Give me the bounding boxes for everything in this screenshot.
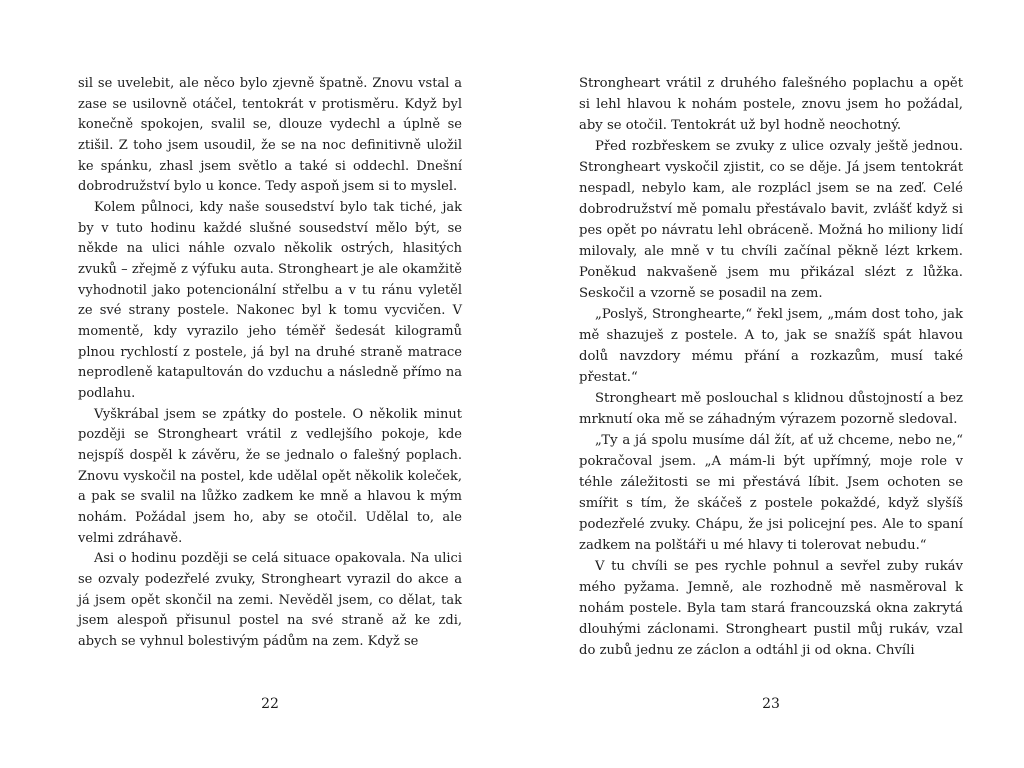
paragraph: Vyškrábal jsem se zpátky do postele. O několik minut později se Strongheart vrátil z vedlejšího pokoje, kde nejspíš dospěl k závěru, že se jednalo o falešný poplach. Znovu vyskočil na postel, kde udělal opět několik koleček, a pak se svalil na lůžko zadkem ke mně a hlavou k mým nohám. Požádal jsem ho, aby se otočil. Udělal to, ale velmi zdráhavě.: [78, 406, 462, 546]
left-page-body: [78, 74, 462, 653]
left-page: [78, 74, 462, 734]
page-number-left: 22: [261, 696, 279, 712]
page-number-right: 23: [762, 696, 780, 712]
paragraph: Kolem půlnoci, kdy naše sousedství bylo tak tiché, jak by v tuto hodinu každé slušné sousedství mělo být, se někde na ulici náhle ozvalo několik ostrých, hlasitých zvuků – zřejmě z výfuku auta. Strongheart je ale okamžitě vyhodnotil jako potencionální střelbu a v tu ránu vyletěl ze své strany postele. Nakonec byl k tomu vycvičen. V momentě, kdy vyrazilo jeho téměř šedesát kilogramů plnou rychlostí z postele, já byl na druhé straně matrace neprodleně katapultován do vzduchu a následně přímo na podlahu.: [78, 200, 462, 402]
paragraph: Před rozbřeskem se zvuky z ulice ozvaly ještě jednou. Strongheart vyskočil zjistit, co se děje. Já jsem tentokrát nespadl, nebylo kam, ale rozplácl jsem se na zeď. Celé dobrodružství mě pomalu přestávalo bavit, zvlášť když si pes opět po návratu lehl obráceně. Možná ho miliony lidí milovaly, ale mně v tu chvíli začínal pěkně lézt krkem. Poněkud nakvašeně jsem mu přikázal slézt z lůžka. Seskočil a vzorně se posadil na zem.: [579, 138, 963, 301]
paragraph: Strongheart vrátil z druhého falešného poplachu a opět si lehl hlavou k nohám postele, znovu jsem ho požádal, aby se otočil. Tentokrát už byl hodně neochotný.: [579, 76, 963, 133]
paragraph: V tu chvíli se pes rychle pohnul a sevřel zuby rukáv mého pyžama. Jemně, ale rozhodně mě nasměroval k nohám postele. Byla tam stará francouzská okna zakrytá dlouhými záclonami. Strongheart pustil můj rukáv, vzal do zubů jednu ze záclon a odtáhl ji od okna. Chvíli: [579, 558, 963, 658]
right-page-body: [579, 74, 963, 662]
right-page: [579, 74, 963, 734]
paragraph: sil se uvelebit, ale něco bylo zjevně špatně. Znovu vstal a zase se usilovně otáčel, tentokrát v protisměru. Když byl konečně spokojen, svalil se, dlouze vydechl a úplně se ztišil. Z toho jsem usoudil, že se na noc definitivně uložil ke spánku, zhasl jsem světlo a také si oddechl. Dnešní dobrodružství bylo u konce. Tedy aspoň jsem si to myslel.: [78, 76, 462, 195]
paragraph: „Poslyš, Stronghearte,“ řekl jsem, „mám dost toho, jak mě shazuješ z postele. A to, jak se snažíš spát hlavou dolů navzdory mému přání a rozkazům, musí také přestat.“: [579, 306, 963, 385]
paragraph: Asi o hodinu později se celá situace opakovala. Na ulici se ozvaly podezřelé zvuky, Strongheart vyrazil do akce a já jsem opět skončil na zemi. Nevěděl jsem, co dělat, tak jsem alespoň přisunul postel na své straně až ke zdi, abych se vyhnul bolestivým pádům na zem. Když se: [78, 551, 462, 650]
paragraph: „Ty a já spolu musíme dál žít, ať už chceme, nebo ne,“ pokračoval jsem. „A mám-li být upřímný, moje role v téhle záležitosti se mi přestává líbit. Jsem ochoten se smířit s tím, že skáčeš z postele pokaždé, když slyšíš podezřelé zvuky. Chápu, že jsi policejní pes. Ale to spaní zadkem na polštáři u mé hlavy ti tolerovat nebudu.“: [579, 432, 963, 553]
paragraph: Strongheart mě poslouchal s klidnou důstojností a bez mrknutí oka mě se záhadným výrazem pozorně sledoval.: [579, 390, 963, 427]
